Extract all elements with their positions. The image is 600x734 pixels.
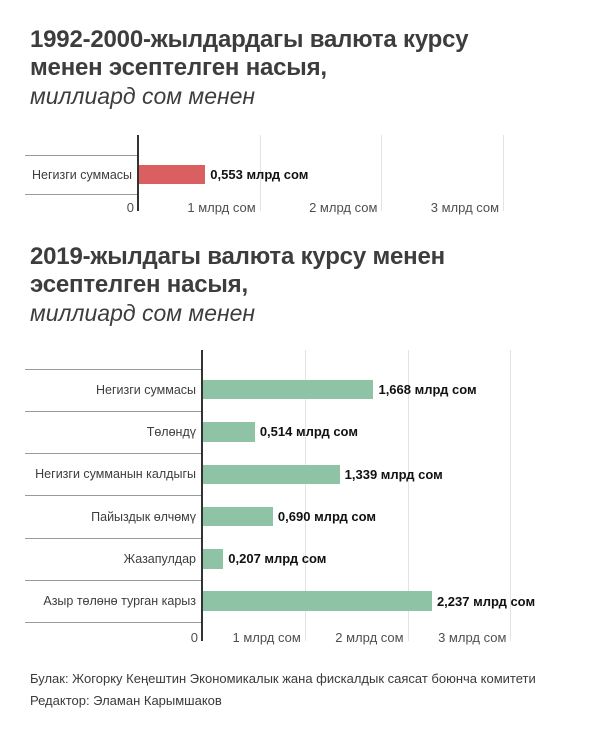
- bar: [202, 422, 255, 442]
- bar: [202, 380, 373, 400]
- bar: [202, 465, 340, 485]
- axis-tick-label: 1 млрд сом: [232, 630, 301, 645]
- chart2-title-block: [30, 243, 505, 327]
- value-label: 0,553 млрд сом: [210, 167, 309, 182]
- source-note: Булак: Жогорку Кеңештин Экономикалык жана фискалдык саясат боюнча комитети: [30, 671, 536, 686]
- category-label: Негизги сумманын калдыгы: [35, 467, 196, 482]
- axis-tick-label: 3 млрд сом: [438, 630, 507, 645]
- bar: [138, 165, 205, 184]
- category-label: Азыр төлөнө турган карыз: [43, 594, 196, 609]
- chart2-title: 2019-жылдагы валюта курсу менен эсептелген насыя,: [30, 243, 445, 298]
- bar: [202, 549, 223, 569]
- category-label: Негизги суммасы: [96, 382, 196, 397]
- axis-line: [137, 135, 139, 211]
- footer: [30, 668, 536, 712]
- grid-line: [503, 135, 504, 211]
- axis-tick-label: 3 млрд сом: [430, 200, 500, 215]
- chart2-subtitle: миллиард сом менен: [30, 300, 256, 326]
- axis-tick-label: 1 млрд сом: [187, 200, 256, 215]
- category-label: Жазапулдар: [123, 551, 196, 566]
- value-label: 0,690 млрд сом: [277, 509, 377, 525]
- value-label: 1,339 млрд сом: [344, 466, 443, 482]
- grid-line: [381, 135, 382, 211]
- bar-chart-2019: [0, 350, 600, 650]
- value-label: 0,514 млрд сом: [259, 424, 358, 440]
- axis-line: [201, 350, 203, 641]
- chart1-subtitle: миллиард сом менен: [30, 83, 256, 109]
- category-label: Пайыздык өлчөмү: [91, 509, 196, 524]
- chart1-title: 1992-2000-жылдардагы валюта курсу менен эсептелген насыя,: [30, 26, 469, 81]
- row-separator: [25, 194, 138, 195]
- axis-tick-label: 2 млрд сом: [335, 630, 404, 645]
- bar: [202, 591, 432, 611]
- axis-tick-label: 2 млрд сом: [309, 200, 378, 215]
- category-label: Негизги суммасы: [32, 167, 132, 182]
- value-label: 2,237 млрд сом: [436, 593, 536, 609]
- row-separator: [25, 622, 202, 623]
- bar: [202, 507, 273, 527]
- chart1-title-block: [30, 26, 505, 110]
- category-label: Төлөндү: [146, 424, 196, 439]
- axis-tick-label: 0: [126, 200, 134, 215]
- axis-tick-label: 0: [190, 630, 198, 645]
- bar-chart-1992-2000: [0, 135, 600, 230]
- value-label: 0,207 млрд сом: [228, 551, 327, 567]
- value-label: 1,668 млрд сом: [378, 382, 477, 398]
- editor-note: Редактор: Эламан Карымшаков: [30, 693, 222, 708]
